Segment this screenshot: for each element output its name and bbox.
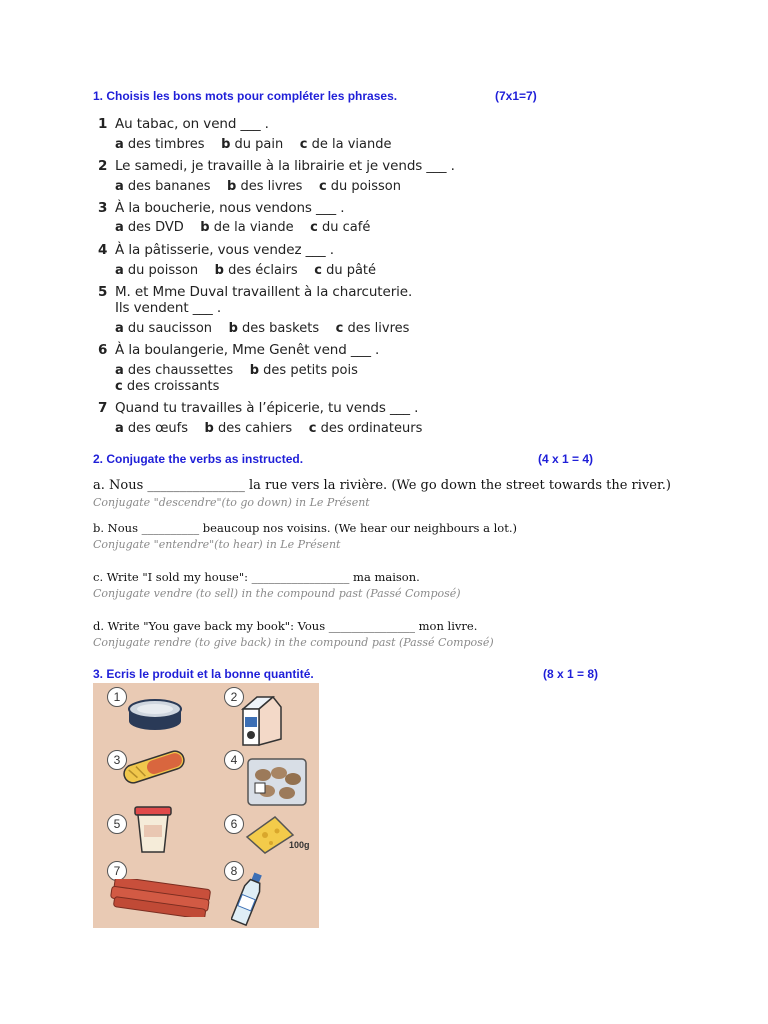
- question-3-options: [115, 220, 370, 235]
- water-bottle-icon: [231, 871, 265, 927]
- question-4: [98, 242, 334, 258]
- section3-heading: 3. Ecris le produit et la bonne quantité.: [93, 667, 314, 681]
- exercise-b-text: b. Nous __________ beaucoup nos voisins. (We hear our neighbours a lot.): [93, 521, 517, 535]
- section2-score: (4 x 1 = 4): [538, 452, 594, 466]
- exercise-d-text: d. Write "You gave back my book": Vous _______________ mon livre.: [93, 619, 478, 633]
- option-letter: c: [299, 137, 308, 152]
- item-number-8: 8: [224, 861, 244, 881]
- question-2-options: [115, 179, 401, 194]
- question-text: Au tabac, on vend ___ .: [115, 116, 269, 132]
- option-letter: c: [314, 263, 322, 278]
- option-text: des DVD: [127, 220, 184, 235]
- question-text: M. et Mme Duval travaillent à la charcuterie.: [115, 284, 413, 300]
- question-number: 4: [98, 242, 108, 258]
- option-letter: a: [115, 421, 124, 436]
- item-number-5: 5: [107, 814, 127, 834]
- option-letter: b: [221, 137, 231, 152]
- question-6-options: [115, 363, 358, 378]
- question-5-line2: Ils vendent ___ .: [115, 300, 222, 316]
- question-1-options: [115, 137, 391, 152]
- option-letter: c: [310, 220, 318, 235]
- question-text: À la pâtisserie, vous vendez ___ .: [115, 242, 334, 258]
- option-text: des bananes: [127, 179, 211, 194]
- question-5-options: [115, 321, 409, 336]
- option-text: des livres: [240, 179, 303, 194]
- question-text: À la boulangerie, Mme Genêt vend ___ .: [115, 342, 380, 358]
- bread-baguette-icon: [117, 748, 191, 786]
- option-letter: a: [115, 263, 124, 278]
- option-letter: c: [318, 179, 327, 194]
- item-number-1: 1: [107, 687, 127, 707]
- exercise-b-hint: Conjugate "entendre"(to hear) in Le Présent: [93, 538, 341, 551]
- option-text: des timbres: [127, 137, 205, 152]
- option-letter: b: [204, 421, 214, 436]
- option-text: du poisson: [330, 179, 401, 194]
- option-text: des éclairs: [228, 263, 298, 278]
- option-text: du poisson: [127, 263, 199, 278]
- item-number-7: 7: [107, 861, 127, 881]
- question-number: 3: [98, 200, 108, 216]
- question-number: 5: [98, 284, 108, 300]
- section3-score: (8 x 1 = 8): [543, 667, 599, 681]
- cheese-icon: [245, 815, 295, 855]
- question-6: [98, 342, 380, 358]
- question-1: [98, 116, 269, 132]
- potato-bag-icon: [245, 755, 309, 809]
- option-text: des livres: [347, 321, 410, 336]
- item-number-6: 6: [224, 814, 244, 834]
- option-text: des œufs: [127, 421, 188, 436]
- option-letter: a: [115, 137, 124, 152]
- option-letter: c: [115, 379, 123, 394]
- question-text: Le samedi, je travaille à la librairie et je vends ___ .: [115, 158, 455, 174]
- option-letter: b: [200, 220, 210, 235]
- option-letter: c: [308, 421, 317, 436]
- question-4-options: [115, 263, 376, 278]
- option-text: des croissants: [126, 379, 220, 394]
- option-letter: b: [214, 263, 224, 278]
- option-text: du pâté: [326, 263, 377, 278]
- question-text: À la boucherie, nous vendons ___ .: [115, 200, 345, 216]
- question-number: 7: [98, 400, 108, 416]
- milk-carton-icon: [237, 695, 285, 747]
- option-text: du pain: [234, 137, 284, 152]
- exercise-a-text: a. Nous _______________ la rue vers la rivière. (We go down the street towards the river.): [93, 478, 671, 493]
- question-number: 2: [98, 158, 108, 174]
- section2-heading: 2. Conjugate the verbs as instructed.: [93, 452, 304, 466]
- option-letter: c: [335, 321, 344, 336]
- ham-slices-icon: [105, 879, 217, 917]
- option-text: des cahiers: [217, 421, 293, 436]
- tin-can-icon: [127, 697, 183, 731]
- question-3: [98, 200, 345, 216]
- option-letter: a: [115, 363, 124, 378]
- question-5: [98, 284, 413, 300]
- option-text: des ordinateurs: [320, 421, 423, 436]
- option-text: des baskets: [242, 321, 320, 336]
- cheese-weight-label: 100g: [289, 840, 310, 850]
- exercise-a-hint: Conjugate "descendre"(to go down) in Le Présent: [93, 496, 370, 509]
- option-letter: b: [249, 363, 260, 378]
- option-text: du saucisson: [127, 321, 213, 336]
- option-letter: b: [227, 179, 237, 194]
- option-letter: b: [228, 321, 238, 336]
- question-number: 6: [98, 342, 108, 358]
- option-text: des chaussettes: [127, 363, 234, 378]
- option-letter: a: [115, 179, 124, 194]
- item-number-3: 3: [107, 750, 127, 770]
- section1-heading: 1. Choisis les bons mots pour compléter les phrases.: [93, 89, 398, 103]
- exercise-c-hint: Conjugate vendre (to sell) in the compound past (Passé Composé): [93, 587, 461, 600]
- yogurt-pot-icon: [133, 805, 173, 855]
- question-number: 1: [98, 116, 108, 132]
- exercise-d-hint: Conjugate rendre (to give back) in the compound past (Passé Composé): [93, 636, 494, 649]
- option-text: de la viande: [213, 220, 294, 235]
- food-illustration-panel: [93, 683, 319, 928]
- question-7: [98, 400, 419, 416]
- item-number-2: 2: [224, 687, 244, 707]
- question-text: Quand tu travailles à l’épicerie, tu vends ___ .: [115, 400, 419, 416]
- option-letter: a: [115, 220, 124, 235]
- option-text: des petits pois: [263, 363, 358, 378]
- question-7-options: [115, 421, 422, 436]
- exercise-c-text: c. Write "I sold my house": _________________ ma maison.: [93, 570, 420, 584]
- option-text: du café: [322, 220, 371, 235]
- section1-score: (7x1=7): [495, 89, 537, 103]
- option-letter: a: [115, 321, 124, 336]
- question-6-options-line2: [115, 379, 219, 394]
- question-2: [98, 158, 455, 174]
- item-number-4: 4: [224, 750, 244, 770]
- option-text: de la viande: [311, 137, 392, 152]
